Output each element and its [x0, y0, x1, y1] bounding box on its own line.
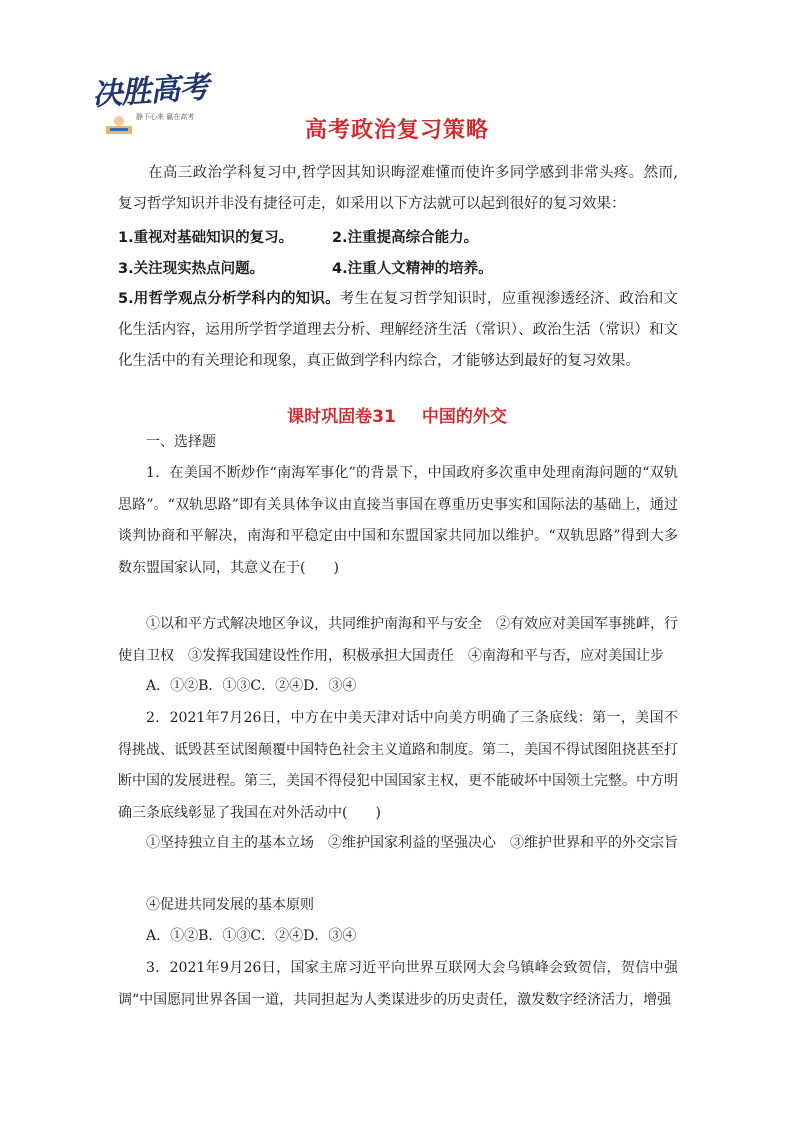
question-2-stem: 2．2021年7月26日，中方在中美天津对话中向美方明确了三条底线：第一，美国不得挑战、诋毁甚至试图颠覆中国特色社会主义道路和制度。第二，美国不得试图阻挠甚至打断中国的发展进程。第三，美国不得侵犯中国国家主权，更不能破坏中国领土完整。中方明确三条底线彰显了我国在对外活动中( ): [118, 710, 678, 821]
part-label: 一、选择题: [146, 434, 216, 450]
section-title: [0, 402, 794, 427]
section-title-left: 课时巩固卷31: [287, 407, 396, 427]
tip-3: 3.关注现实热点问题。: [118, 261, 265, 277]
question-1-stem: 1．在美国不断炒作“南海军事化”的背景下，中国政府多次重申处理南海问题的“双轨思路”。“双轨思路”即有关具体争议由直接当事国在尊重历史事实和国际法的基础上，通过谈判协商和平解决，南海和平稳定由中国和东盟国家共同加以维护。“双轨思路”得到大多数东盟国家认同，其意义在于( ): [118, 465, 678, 576]
intro-paragraph: 在高三政治学科复习中,哲学因其知识晦涩难懂而使许多同学感到非常头疼。然而,复习哲学知识并非没有捷径可走，如采用以下方法就可以起到很好的复习效果：: [118, 165, 678, 212]
question-2-options: ①坚持独立自主的基本立场 ②维护国家利益的坚强决心 ③维护世界和平的外交宗旨: [146, 835, 678, 851]
question-1-options: ①以和平方式解决地区争议，共同维护南海和平与安全 ②有效应对美国军事挑衅，行使自卫权 ③发挥我国建设性作用，积极承担大国责任 ④南海和平与否，应对美国让步: [118, 616, 678, 664]
question-2-options-cont: ④促进共同发展的基本原则: [146, 897, 314, 913]
tip-4: 4.注重人文精神的培养。: [332, 261, 493, 277]
logo-subtitle: 静下心来 赢在高考: [136, 113, 195, 121]
tip-2: 2.注重提高综合能力。: [332, 230, 479, 246]
tip-5-head: 5.用哲学观点分析学科内的知识。: [118, 291, 340, 307]
question-2-choices: A．①②B．①③C．②④D．③④: [146, 928, 357, 944]
question-1-choices: A．①②B．①③C．②④D．③④: [146, 678, 357, 694]
logo-text: 决胜高考: [91, 69, 210, 113]
question-3-stem: 3．2021年9月26日，国家主席习近平向世界互联网大会乌镇峰会致贺信，贺信中强调“中国愿同世界各国一道，共同担起为人类谋进步的历史责任，激发数字经济活力，增强: [118, 960, 678, 1008]
tip-1: 1.重视对基础知识的复习。: [118, 230, 294, 246]
page-title: 高考政治复习策略: [304, 118, 489, 143]
section-title-right: 中国的外交: [421, 407, 507, 427]
tip-5-body: 考生在复习哲学知识时，应重视渗透经济、政治和文化生活内容，运用所学哲学道理去分析、理解经济生活（常识）、政治生活（常识）和文化生活中的有关理论和现象，真正做到学科内综合，才能够达到最好的复习效果。: [118, 291, 678, 369]
tip-5: [118, 284, 678, 377]
